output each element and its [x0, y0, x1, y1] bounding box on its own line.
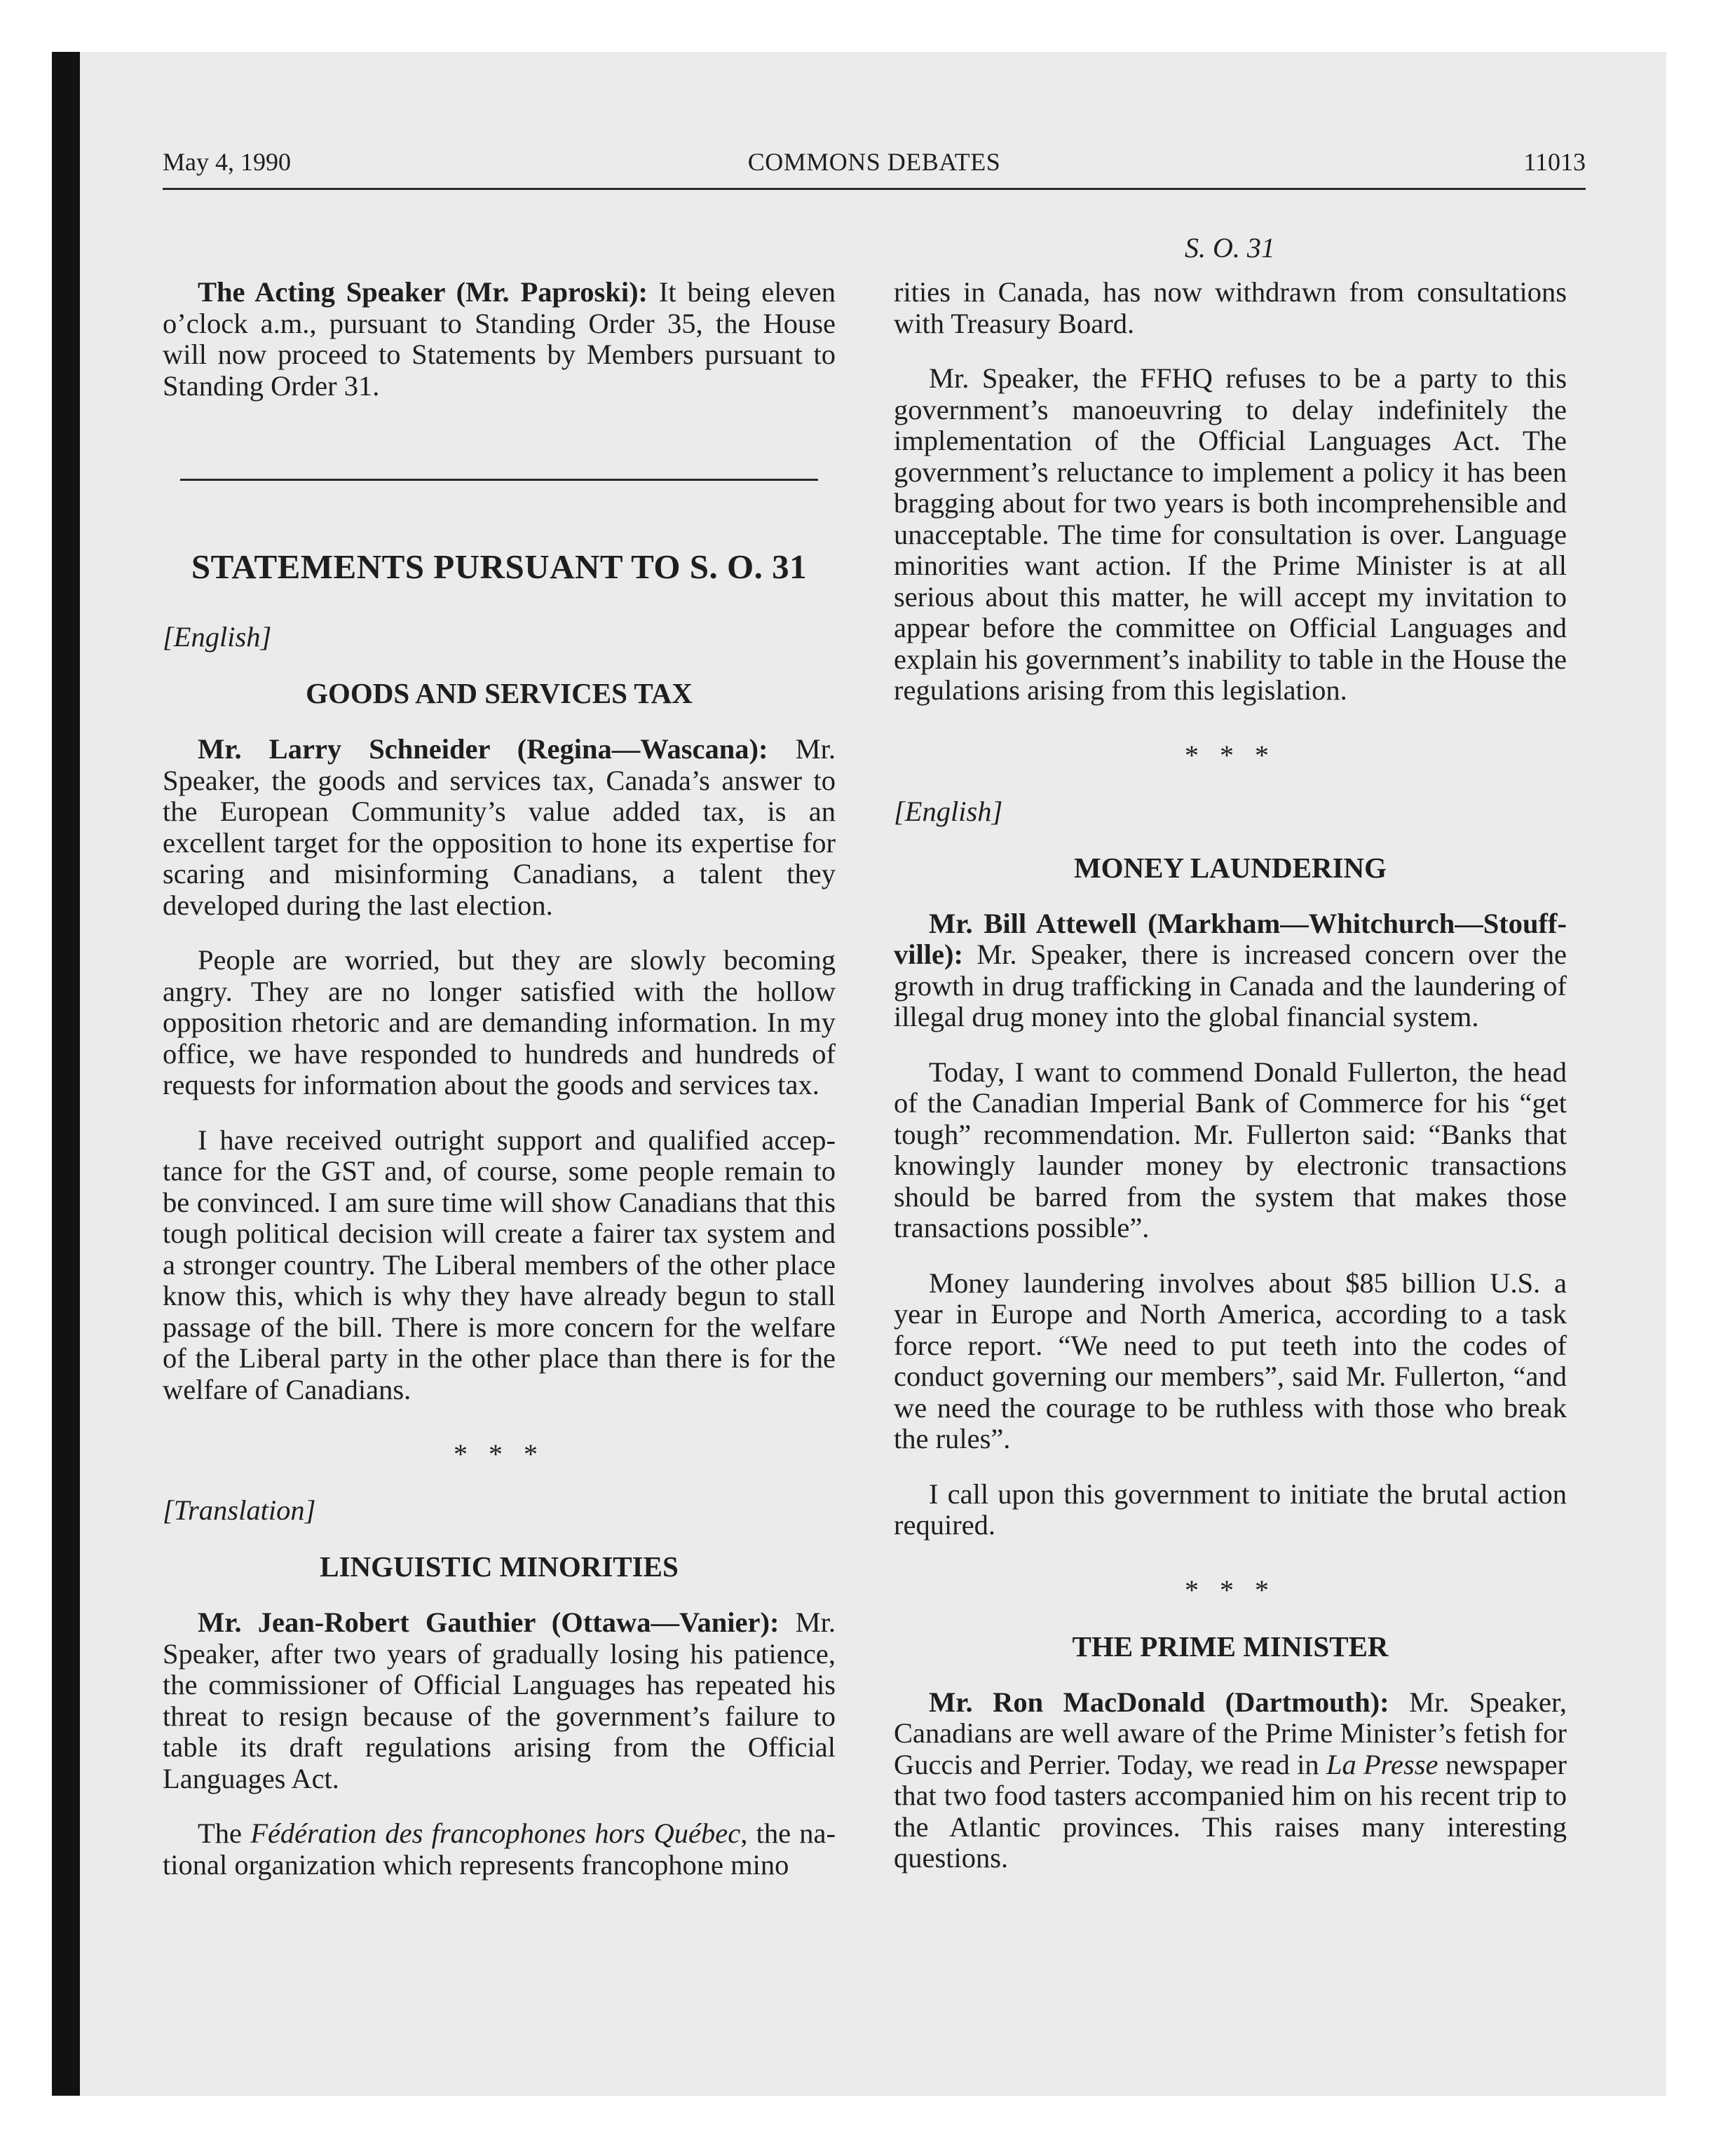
section-heading-linguistic: LINGUISTIC MINORITIES: [320, 1550, 679, 1583]
paragraph: Today, I want to commend Donald Fullerton, the head of the Canadian Imperial Bank of Commerce for his “get tough” recommendation. Mr. Fullerton said: “Banks that knowingly launder money by electronic transactions should be barred from the system that makes those transactions possible”.: [894, 1056, 1567, 1243]
header-title: COMMONS DEBATES: [747, 148, 1001, 176]
right-column: [894, 277, 1567, 1874]
paragraph: I have received outright support and qualified acceptance for the GST and, of course, some people remain to be convinced. I am sure time will show Canadians that this tough political decision will create a fairer tax system and a stronger country. The Liberal members of the other place know this, which is why they have already begun to stall passage of the bill. There is more concern for the welfare of the Liberal party in the other place than there is for the welfare of Canadians.: [163, 1124, 836, 1405]
paragraph: I call upon this government to initiate the brutal action required.: [894, 1478, 1567, 1541]
page-number: 11013: [1523, 148, 1586, 176]
separator-stars: * * *: [454, 1438, 545, 1470]
speaker-name: Mr. Ron MacDonald (Dartmouth):: [929, 1686, 1389, 1718]
speaker-name: Mr. Larry Schneider (Regina—Wascana):: [198, 733, 768, 765]
language-tag: [English]: [163, 621, 272, 653]
paragraph: Mr. Ron MacDonald (Dartmouth): Mr. Speaker, Canadians are well aware of the Prime Minister’s fetish for Guccis and Perrier. Today, we read in La Presse newspaper that two food tasters accompanied him on his recent trip to the Atlantic provinces. This raises many interesting questions.: [894, 1686, 1567, 1874]
separator-stars: * * *: [1185, 739, 1276, 771]
section-heading-prime-minister: THE PRIME MINISTER: [1072, 1630, 1389, 1663]
paragraph: People are worried, but they are slowly becoming angry. They are no longer satisfied with the hollow opposition rhetoric and are demanding information. In my office, we have responded to hundreds and hundreds of requests for information about the goods and services tax.: [163, 944, 836, 1100]
binding-edge: [52, 52, 80, 2096]
section-divider: [180, 479, 818, 481]
paragraph: The Fédération des francophones hors Québec, the national organization which represents francophone mino: [163, 1817, 836, 1881]
paragraph: Mr. Jean-Robert Gauthier (Ottawa—Vanier): Mr. Speaker, after two years of gradually losing his patience, the commissioner of Official Languages has repeated his threat to resign because of the government’s failure to table its draft regulations arising from the Official Languages Act.: [163, 1606, 836, 1794]
header-rule: [163, 188, 1586, 190]
main-heading: STATEMENTS PURSUANT TO S. O. 31: [191, 547, 808, 586]
paragraph: Mr. Larry Schneider (Regina—Wascana): Mr. Speaker, the goods and services tax, Canada’s answer to the European Community’s value added tax, is an excellent target for the opposition to hone its expertise for scaring and misinforming Canadians, a talent they developed during the last election.: [163, 733, 836, 921]
acting-speaker-statement: The Acting Speaker (Mr. Paproski): It being eleven o’clock a.m., pursuant to Standing Order 35, the House will now proceed to Statements by Members pursuant to Standing Order 31.: [163, 276, 836, 402]
speaker-name: Mr. Jean-Robert Gauthier (Ottawa—Vanier):: [198, 1606, 780, 1638]
separator-stars: * * *: [1185, 1574, 1276, 1606]
paragraph: Money laundering involves about $85 billion U.S. a year in Europe and North America, according to a task force report. “We need to put teeth into the codes of conduct governing our members”, said Mr. Fullerton, “and we need the courage to be ruthless with those who break the rules”.: [894, 1267, 1567, 1454]
speaker-name: Mr. Bill Attewell (Markham—Whitchurch—Stouffville):: [894, 907, 1567, 970]
standing-order-reference: S. O. 31: [1185, 232, 1275, 264]
newspaper-name: La Presse: [1326, 1748, 1438, 1780]
paragraph: Mr. Speaker, the FFHQ refuses to be a party to this government’s manoeuvring to delay indefinitely the implementation of the Official Languages Act. The government’s reluctance to implement a policy it has been bragging about for two years is both incomprehensible and unacceptable. The time for consultation is over. Language minorities want action. If the Prime Minister is at all serious about this matter, he will accept my invitation to appear before the committee on Official Languages and explain his government’s inability to table in the House the regulations arising from this legislation.: [894, 362, 1567, 706]
paragraph: Mr. Bill Attewell (Markham—Whitchurch—Stouffville): Mr. Speaker, there is increased concern over the growth in drug trafficking in Canada and the laundering of illegal drug money into the global financial system.: [894, 907, 1567, 1032]
section-heading-gst: GOODS AND SERVICES TAX: [306, 677, 693, 709]
left-column: [163, 277, 836, 1881]
speaker-name: The Acting Speaker (Mr. Paproski):: [198, 276, 648, 308]
language-tag: [English]: [894, 795, 1003, 827]
header-date: May 4, 1990: [163, 148, 291, 176]
language-tag: [Translation]: [163, 1494, 316, 1526]
running-head: [163, 147, 1586, 186]
continued-paragraph: rities in Canada, has now withdrawn from consultations with Treasury Board.: [894, 276, 1567, 339]
organization-name: Fédération des francophones hors Québec: [250, 1817, 741, 1849]
section-heading-money: MONEY LAUNDERING: [1073, 851, 1387, 884]
